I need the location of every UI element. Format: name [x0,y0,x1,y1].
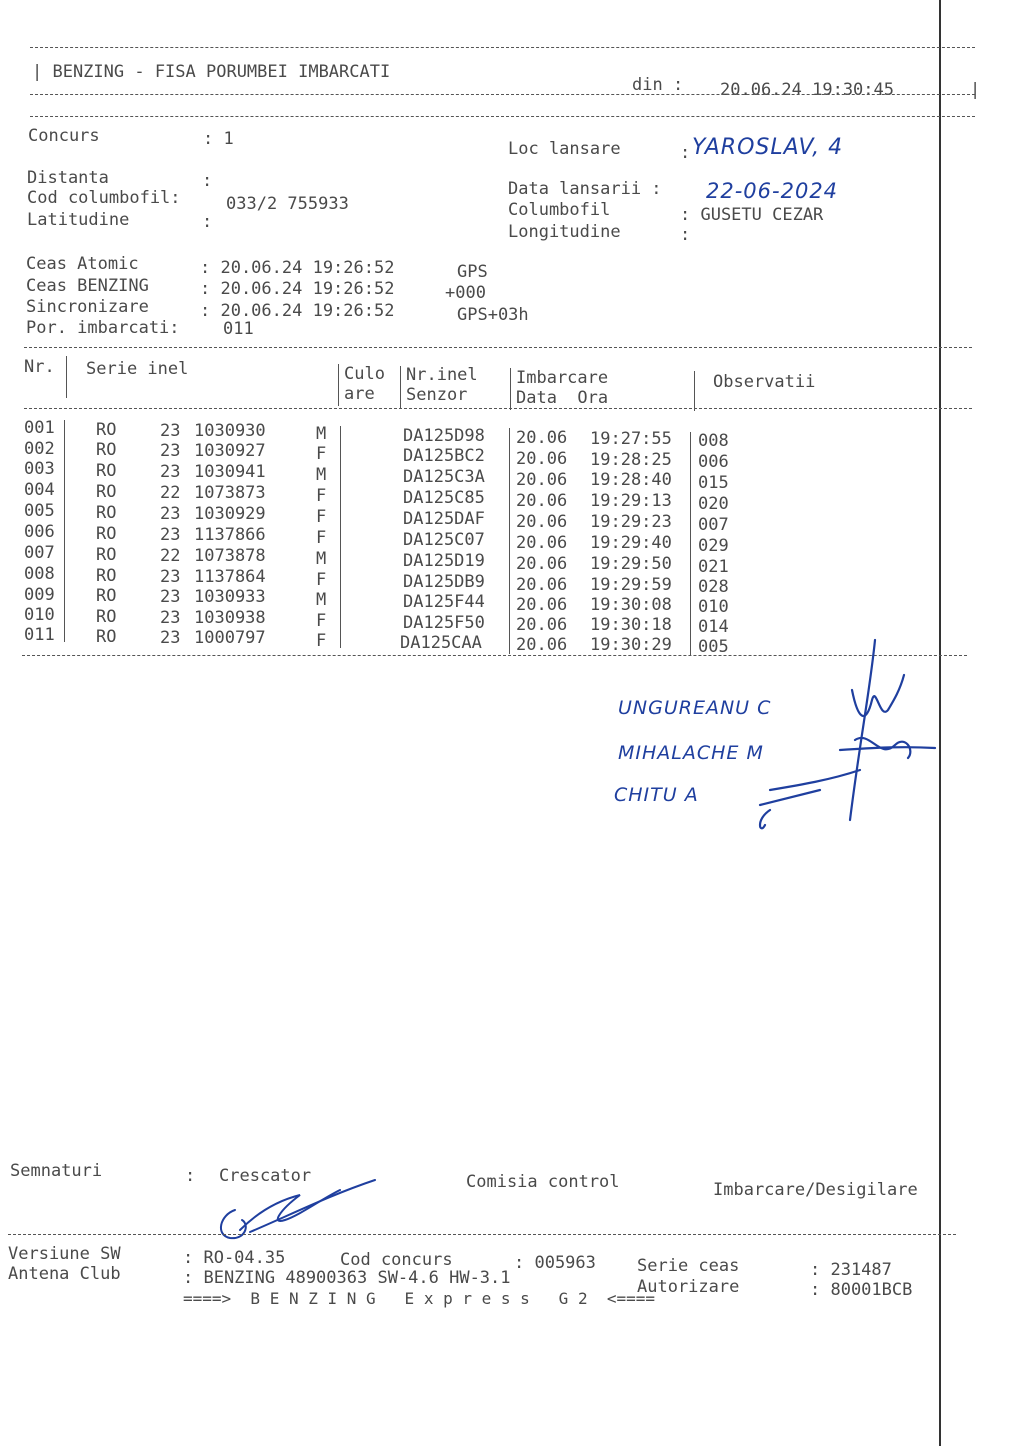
row-country: RO [96,503,117,523]
row-country: RO [96,482,117,502]
col-header-serie: Serie inel [86,359,189,379]
row-nr: 002 [24,439,55,459]
imbarcare-label: Imbarcare/Desigilare [713,1180,918,1200]
handwritten-name-2: MIHALACHE M [618,742,764,764]
autorizare-label: Autorizare [637,1277,740,1297]
row-country: RO [96,566,117,586]
row-obs: 020 [698,494,729,514]
row-year: 23 [160,587,181,607]
row-year: 23 [160,462,181,482]
row-sensor: DA125F50 [403,613,485,633]
row-obs: 021 [698,557,729,577]
cod-concurs-value: : 005963 [514,1253,596,1273]
col-divider [510,368,511,410]
row-year: 23 [160,628,181,648]
col-header-imbarcare-2: Data Ora [516,388,609,408]
row-sex: F [316,486,327,506]
col-header-observatii: Observatii [713,372,816,392]
row-sensor: DA125C3A [403,467,485,487]
ceas-benzing-label: Ceas BENZING [26,276,149,296]
crescator-label: Crescator [219,1166,312,1186]
row-date: 20.06 [516,575,568,595]
row-nr: 004 [24,480,55,500]
por-imbarcati-label: Por. imbarcati: [26,318,180,338]
ceas-benzing-suffix: +000 [445,283,486,303]
row-sex: F [316,611,327,631]
col-header-culoare-1: Culo [344,364,385,384]
ceas-atomic-value: : 20.06.24 19:26:52 [200,258,395,278]
row-obs: 014 [698,617,729,637]
row-country: RO [96,627,117,647]
longitudine-label: Longitudine [508,222,621,242]
row-time: 19:29:59 [590,575,672,595]
row-ring: 1030938 [194,608,266,628]
row-nr: 003 [24,459,55,479]
table-top-rule [24,347,972,348]
row-time: 19:30:18 [590,615,672,635]
col-divider [338,364,339,406]
row-time: 19:29:40 [590,533,672,553]
col-header-imbarcare-1: Imbarcare [516,368,609,388]
row-sensor: DA125CAA [400,633,482,653]
serie-ceas-value: : 231487 [810,1260,892,1280]
longitudine-value: : [680,225,691,245]
row-date: 20.06 [516,449,568,469]
cod-concurs-label: Cod concurs [340,1250,453,1270]
row-date: 20.06 [516,615,568,635]
footer-rule [8,1234,956,1235]
header-right-bar: | [970,80,981,100]
row-ring: 1030941 [194,462,266,482]
row-date: 20.06 [516,554,568,574]
row-country: RO [96,461,117,481]
row-sex: F [316,444,327,464]
semnaturi-colon: : [185,1166,196,1186]
serie-ceas-label: Serie ceas [637,1256,740,1276]
col-header-nrinel-1: Nr.inel [406,365,478,385]
row-ring: 1030933 [194,587,266,607]
col-divider [66,356,67,398]
row-country: RO [96,607,117,627]
row-time: 19:30:29 [590,635,672,655]
table-header-rule [24,408,972,409]
semnaturi-label: Semnaturi [10,1161,103,1181]
header-rule [30,94,975,95]
row-sensor: DA125C85 [403,488,485,508]
antena-label: Antena Club [8,1264,121,1284]
row-ring: 1073878 [194,546,266,566]
print-date: 20.06.24 19:30:45 [720,80,894,100]
row-divider-nr [64,420,65,642]
commission-signatures [780,630,930,840]
row-time: 19:28:25 [590,450,672,470]
col-header-culoare-2: are [344,384,375,404]
ceas-benzing-value: : 20.06.24 19:26:52 [200,279,395,299]
loc-lansare-handwritten: YAROSLAV, 4 [692,135,844,160]
row-ring: 1137864 [194,567,266,587]
handwritten-name-1: UNGUREANU C [618,697,772,719]
row-time: 19:28:40 [590,470,672,490]
date-label: din : [632,75,684,95]
row-sex: M [316,590,327,610]
row-sex: M [316,465,327,485]
row-time: 19:29:13 [590,491,672,511]
sincronizare-value: : 20.06.24 19:26:52 [200,301,395,321]
col-divider [694,371,695,411]
row-nr: 011 [24,625,55,645]
versiune-label: Versiune SW [8,1244,121,1264]
row-ring: 1137866 [194,525,266,545]
row-sex: F [316,631,327,651]
row-divider-culoare [340,426,341,648]
row-country: RO [96,586,117,606]
row-nr: 010 [24,605,55,625]
row-time: 19:29:23 [590,512,672,532]
page-title: | BENZING - FISA PORUMBEI IMBARCATI [32,62,391,82]
cod-columbofil-label: Cod columbofil: [27,188,181,208]
sincronizare-suffix: GPS+03h [457,305,529,325]
row-sex: F [316,570,327,590]
row-sex: F [316,528,327,548]
row-year: 23 [160,525,181,545]
row-divider-sensor [509,428,510,654]
col-header-nr: Nr. [24,357,55,377]
header-bottom-rule [30,116,975,117]
antena-value: : BENZING 48900363 SW-4.6 HW-3.1 [183,1268,511,1288]
ceas-atomic-suffix: GPS [457,262,488,282]
handwritten-name-3: CHITU A [614,784,699,806]
row-nr: 009 [24,585,55,605]
row-sex: F [316,507,327,527]
row-year: 23 [160,608,181,628]
row-date: 20.06 [516,512,568,532]
row-date: 20.06 [516,470,568,490]
row-country: RO [96,545,117,565]
cod-columbofil-value: 033/2 755933 [226,194,349,214]
row-sensor: DA125D19 [403,551,485,571]
latitudine-label: Latitudine [27,210,130,230]
col-divider [400,366,401,408]
row-obs: 010 [698,597,729,617]
distanta-label: Distanta [27,168,109,188]
row-nr: 001 [24,418,55,438]
row-date: 20.06 [516,491,568,511]
concurs-value: : 1 [203,129,234,149]
row-ring: 1030927 [194,441,266,461]
versiune-value: : RO-04.35 [183,1248,286,1268]
row-year: 23 [160,421,181,441]
ceas-atomic-label: Ceas Atomic [26,254,139,274]
row-year: 22 [160,546,181,566]
row-nr: 008 [24,564,55,584]
row-date: 20.06 [516,428,568,448]
row-year: 22 [160,483,181,503]
por-imbarcati-value: 011 [223,319,254,339]
row-ring: 1073873 [194,483,266,503]
row-obs: 006 [698,452,729,472]
row-ring: 1030930 [194,421,266,441]
row-divider-time [690,432,691,656]
row-sensor: DA125DAF [403,509,485,529]
row-sensor: DA125D98 [403,426,485,446]
latitudine-value: : [202,212,213,232]
row-year: 23 [160,441,181,461]
row-date: 20.06 [516,635,568,655]
page-margin-line [939,0,941,1446]
row-year: 23 [160,567,181,587]
crescator-signature [190,1166,390,1250]
autorizare-value: : 80001BCB [810,1280,913,1300]
row-nr: 007 [24,543,55,563]
row-nr: 006 [24,522,55,542]
row-country: RO [96,524,117,544]
row-obs: 007 [698,515,729,535]
row-obs: 029 [698,536,729,556]
row-ring: 1030929 [194,504,266,524]
header-top-rule [30,47,975,48]
row-time: 19:29:50 [590,554,672,574]
comisia-label: Comisia control [466,1172,620,1192]
row-nr: 005 [24,501,55,521]
row-year: 23 [160,504,181,524]
columbofil-value: : GUSETU CEZAR [680,205,824,225]
row-time: 19:30:08 [590,595,672,615]
row-country: RO [96,420,117,440]
row-date: 20.06 [516,595,568,615]
row-date: 20.06 [516,533,568,553]
distanta-value: : [202,171,213,191]
row-obs: 008 [698,431,729,451]
row-obs: 005 [698,637,729,657]
row-obs: 028 [698,577,729,597]
row-sensor: DA125BC2 [403,446,485,466]
data-lansarii-label: Data lansarii : [508,179,662,199]
row-sex: M [316,424,327,444]
row-ring: 1000797 [194,628,266,648]
concurs-label: Concurs [28,126,100,146]
benzing-express-banner: ====> B E N Z I N G E x p r e s s G 2 <==== [183,1289,656,1308]
row-sensor: DA125DB9 [403,572,485,592]
sincronizare-label: Sincronizare [26,297,149,317]
row-sensor: DA125C07 [403,530,485,550]
row-country: RO [96,440,117,460]
row-obs: 015 [698,473,729,493]
row-sensor: DA125F44 [403,592,485,612]
columbofil-label: Columbofil [508,200,611,220]
col-header-nrinel-2: Senzor [406,385,468,405]
row-time: 19:27:55 [590,429,672,449]
loc-lansare-label: Loc lansare [508,139,621,159]
data-lansarii-handwritten: 22-06-2024 [706,179,839,203]
loc-lansare-colon: : [680,143,691,163]
row-sex: M [316,549,327,569]
